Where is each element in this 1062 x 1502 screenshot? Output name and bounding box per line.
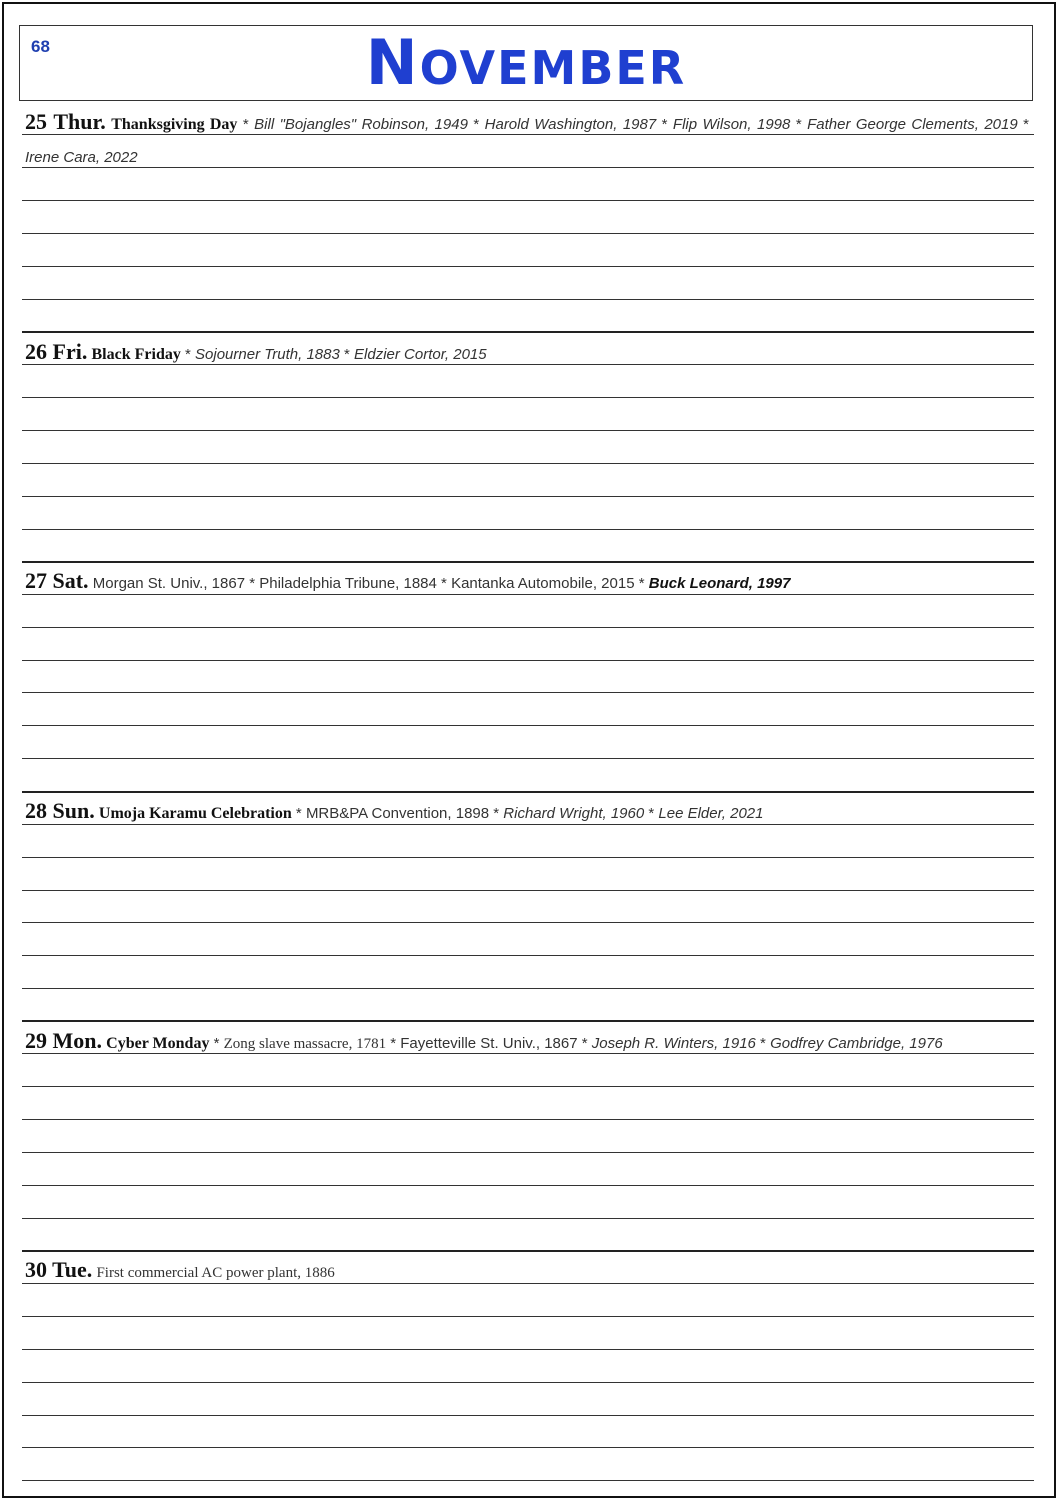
writing-line <box>22 594 1034 595</box>
writing-line <box>22 1316 1034 1317</box>
writing-line <box>22 496 1034 497</box>
day-entry-25: 25 Thur. Thanksgiving Day * Bill "Bojangles" Robinson, 1949 * Harold Washington, 1987 * Flip Wilson, 1998 * Father George Clements, 2019 * Irene Cara, 2022 <box>25 109 1029 166</box>
writing-line <box>22 463 1034 464</box>
writing-line <box>22 529 1034 530</box>
writing-line <box>22 692 1034 693</box>
writing-line <box>22 1053 1034 1054</box>
month-title: NOVEMBER <box>365 26 687 99</box>
writing-line <box>22 1283 1034 1284</box>
day-divider <box>22 1250 1034 1252</box>
writing-line <box>22 857 1034 858</box>
event: Bill "Bojangles" Robinson, 1949 <box>254 116 468 133</box>
writing-line <box>22 725 1034 726</box>
writing-line <box>22 266 1034 267</box>
writing-line <box>22 200 1034 201</box>
writing-line <box>22 627 1034 628</box>
writing-line <box>22 134 1034 135</box>
event: Eldzier Cortor, 2015 <box>354 346 487 363</box>
writing-line <box>22 988 1034 989</box>
page-number: 68 <box>31 37 50 56</box>
event: Zong slave massacre, 1781 <box>223 1036 387 1052</box>
writing-line <box>22 1218 1034 1219</box>
writing-line <box>22 1415 1034 1416</box>
event: First commercial AC power plant, 1886 <box>96 1265 335 1281</box>
holiday-name: Cyber Monday <box>106 1035 210 1052</box>
writing-line <box>22 1480 1034 1481</box>
writing-line <box>22 430 1034 431</box>
holiday-name: Umoja Karamu Celebration <box>98 805 292 822</box>
writing-line <box>22 1382 1034 1383</box>
holiday-name: Black Friday <box>91 346 181 363</box>
day-label: 25 Thur. <box>25 109 106 134</box>
event: Harold Washington, 1987 <box>484 116 657 133</box>
writing-line <box>22 758 1034 759</box>
writing-line <box>22 824 1034 825</box>
day-entry-26: 26 Fri. Black Friday * Sojourner Truth, 1883 * Eldzier Cortor, 2015 <box>25 339 487 364</box>
event: Irene Cara, 2022 <box>25 149 138 166</box>
event: Godfrey Cambridge, 1976 <box>770 1035 943 1052</box>
day-label: 27 Sat. <box>25 568 89 593</box>
writing-line <box>22 364 1034 365</box>
writing-line <box>22 660 1034 661</box>
day-label: 26 Fri. <box>25 339 88 364</box>
writing-line <box>22 955 1034 956</box>
event: Philadelphia Tribune, 1884 <box>259 575 437 592</box>
writing-line <box>22 1349 1034 1350</box>
day-label: 28 Sun. <box>25 798 95 823</box>
writing-line <box>22 1185 1034 1186</box>
day-entry-28: 28 Sun. Umoja Karamu Celebration * MRB&PA Convention, 1898 * Richard Wright, 1960 * Lee Elder, 2021 <box>25 798 764 823</box>
writing-line <box>22 299 1034 300</box>
day-entry-29: 29 Mon. Cyber Monday * Zong slave massacre, 1781 * Fayetteville St. Univ., 1867 * Joseph R. Winters, 1916 * Godfrey Cambridge, 1976 <box>25 1028 943 1053</box>
day-divider <box>22 791 1034 793</box>
writing-line <box>22 922 1034 923</box>
event: Morgan St. Univ., 1867 <box>92 575 246 592</box>
event: Kantanka Automobile, 2015 <box>451 575 635 592</box>
writing-line <box>22 1086 1034 1087</box>
event: Joseph R. Winters, 1916 <box>591 1035 756 1052</box>
writing-line <box>22 1447 1034 1448</box>
event: Sojourner Truth, 1883 <box>195 346 340 363</box>
day-divider <box>22 1020 1034 1022</box>
day-label: 30 Tue. <box>25 1257 93 1282</box>
event: Buck Leonard, 1997 <box>648 575 791 592</box>
event: Lee Elder, 2021 <box>658 805 764 822</box>
writing-line <box>22 167 1034 168</box>
writing-line <box>22 397 1034 398</box>
writing-line <box>22 1152 1034 1153</box>
writing-line <box>22 890 1034 891</box>
day-divider <box>22 561 1034 563</box>
holiday-name: Thanksgiving Day <box>111 116 238 133</box>
page-header <box>19 25 1033 101</box>
writing-line <box>22 233 1034 234</box>
day-entry-30 <box>25 1257 1029 1283</box>
writing-line <box>22 1119 1034 1120</box>
event: MRB&PA Convention, 1898 <box>305 805 490 822</box>
day-label: 29 Mon. <box>25 1028 102 1053</box>
event: Richard Wright, 1960 <box>503 805 645 822</box>
event: Fayetteville St. Univ., 1867 <box>400 1035 578 1052</box>
day-divider <box>22 331 1034 333</box>
event: Flip Wilson, 1998 <box>672 116 791 133</box>
day-entry-27: 27 Sat. Morgan St. Univ., 1867 * Philadelphia Tribune, 1884 * Kantanka Automobile, 2015 * Buck Leonard, 1997 <box>25 568 791 593</box>
event: Father George Clements, 2019 <box>807 116 1018 133</box>
